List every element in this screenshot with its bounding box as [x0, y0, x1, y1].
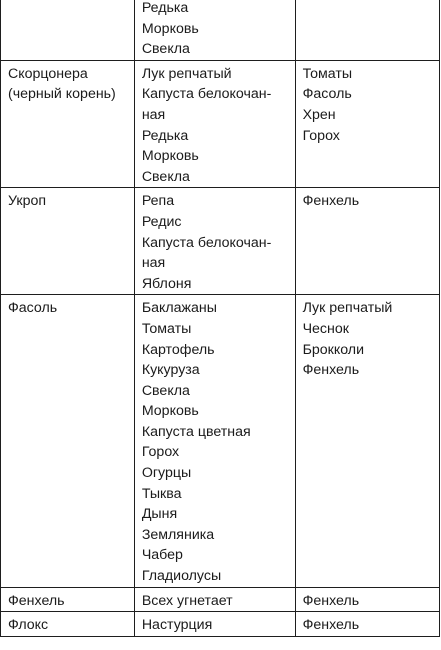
plant-cell: [1, 295, 135, 587]
good-neighbors-cell: [134, 60, 295, 188]
cell-line: Дыня: [141, 506, 178, 523]
cell-line: Гладиолусы: [141, 568, 222, 585]
cell-line: Горох: [302, 127, 340, 144]
bad-neighbors-cell: [295, 60, 439, 188]
plant-cell: [1, 60, 135, 188]
cell-line: Капуста белокочан-: [141, 86, 272, 103]
cell-line: Кукуруза: [141, 362, 200, 379]
cell-line: (черный корень): [8, 86, 116, 103]
plant-cell: [1, 587, 135, 612]
cell-line: ная: [141, 106, 166, 123]
good-neighbors-cell: [134, 0, 295, 60]
cell-line: Всех угнетает: [141, 592, 233, 609]
cell-line: Капуста цветная: [141, 423, 251, 440]
table-row: [1, 587, 440, 612]
table-body: [1, 0, 440, 636]
bad-neighbors-cell: [295, 587, 439, 612]
cell-line: Морковь: [141, 20, 199, 37]
cell-line: Фенхель: [302, 592, 360, 609]
cell-line: Баклажаны: [141, 300, 217, 317]
cell-line: Чабер: [141, 547, 183, 564]
cell-line: Редис: [141, 213, 182, 230]
cell-line: Чеснок: [302, 320, 349, 337]
cell-line: Лук репчатый: [141, 65, 232, 82]
cell-line: Огурцы: [141, 465, 192, 482]
good-neighbors-cell: [134, 295, 295, 587]
cell-line: Тыква: [141, 485, 182, 502]
plant-cell: [1, 612, 135, 637]
cell-line: Томаты: [141, 320, 192, 337]
table-row: [1, 612, 440, 637]
cell-line: Редька: [141, 0, 189, 16]
table-row: [1, 188, 440, 295]
cell-line: Фасоль: [302, 86, 352, 103]
cell-line: Фенхель: [302, 617, 360, 634]
good-neighbors-cell: [134, 612, 295, 637]
plant-cell: [1, 188, 135, 295]
table-row: [1, 0, 440, 60]
cell-line: Фенхель: [302, 193, 360, 210]
cell-line: Фенхель: [8, 592, 65, 609]
bad-neighbors-cell: [295, 612, 439, 637]
cell-line: Свекла: [141, 382, 190, 399]
cell-line: ная: [141, 255, 166, 272]
cell-line: Репа: [141, 193, 175, 210]
table-row: [1, 60, 440, 188]
bad-neighbors-cell: [295, 0, 439, 60]
cell-line: Свекла: [141, 41, 190, 58]
table-row: [1, 295, 440, 587]
cell-line: Морковь: [141, 148, 199, 165]
bad-neighbors-cell: [295, 295, 439, 587]
bad-neighbors-cell: [295, 188, 439, 295]
cell-line: Свекла: [141, 168, 190, 185]
good-neighbors-cell: [134, 188, 295, 295]
cell-line: Морковь: [141, 403, 199, 420]
cell-line: Картофель: [141, 341, 215, 358]
cell-line: Брокколи: [302, 341, 365, 358]
cell-line: Укроп: [8, 193, 47, 210]
cell-line: Фасоль: [8, 300, 58, 317]
cell-line: Томаты: [302, 65, 353, 82]
cell-line: Флокс: [8, 617, 49, 634]
cell-line: Яблоня: [141, 275, 192, 292]
cell-line: Земляника: [141, 526, 215, 543]
cell-line: Редька: [141, 127, 189, 144]
cell-line: Хрен: [302, 106, 336, 123]
good-neighbors-cell: [134, 587, 295, 612]
cell-line: Настурция: [141, 617, 213, 634]
cell-line: Горох: [141, 444, 180, 461]
cell-line: Скорцонера: [8, 65, 88, 82]
plant-cell: [1, 0, 135, 60]
cell-line: Капуста белокочан-: [141, 234, 272, 251]
cell-line: Лук репчатый: [302, 300, 393, 317]
cell-line: Фенхель: [302, 362, 360, 379]
